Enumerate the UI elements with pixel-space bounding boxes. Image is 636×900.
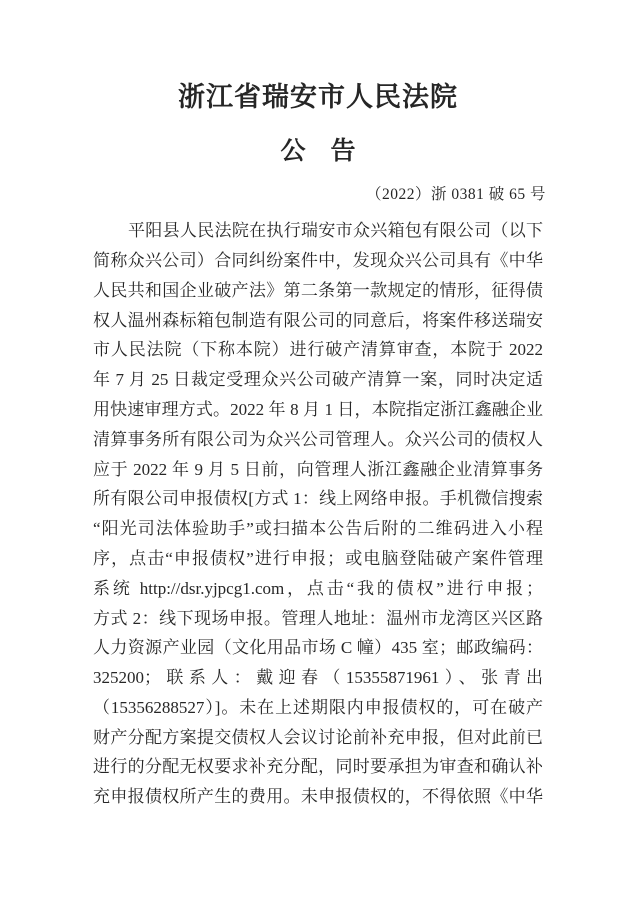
text-line: 年 7 月 25 日裁定受理众兴公司破产清算一案，同时决定适 <box>93 370 543 390</box>
announcement-title: 公 告 <box>280 138 356 166</box>
text-line: 应于 2022 年 9 月 5 日前，向管理人浙江鑫融企业清算事务 <box>93 459 543 479</box>
case-number: （2022）浙 0381 破 65 号 <box>365 185 546 203</box>
text-line: 序，点击“申报债权”进行申报；或电脑登陆破产案件管理 <box>93 548 543 568</box>
announcement-body <box>93 216 543 812</box>
text-line: 所有限公司申报债权[方式 1：线上网络申报。手机微信搜索 <box>93 489 543 509</box>
text-line: 人民共和国企业破产法》第二条第一款规定的情形，征得债 <box>93 280 543 300</box>
text-line: 用快速审理方式。2022 年 8 月 1 日，本院指定浙江鑫融企业 <box>93 399 543 419</box>
text-line: 权人温州森标箱包制造有限公司的同意后，将案件移送瑞安 <box>93 310 543 330</box>
text-line: 市人民法院（下称本院）进行破产清算审查，本院于 2022 <box>93 340 543 360</box>
text-line: 清算事务所有限公司为众兴公司管理人。众兴公司的债权人 <box>93 429 543 449</box>
text-line: 平阳县人民法院在执行瑞安市众兴箱包有限公司（以下 <box>128 221 543 241</box>
text-line: （15356288527）]。未在上述期限内申报债权的，可在破产 <box>93 697 543 717</box>
text-line: 系统 http://dsr.yjpcg1.com，点击“我的债权”进行申报； <box>93 578 543 598</box>
text-line: 充申报债权所产生的费用。未申报债权的，不得依照《中华 <box>93 787 543 807</box>
text-line: 方式 2：线下现场申报。管理人地址：温州市龙湾区兴区路 <box>93 608 543 628</box>
text-line: 进行的分配无权要求补充分配，同时要承担为审查和确认补 <box>93 757 543 777</box>
text-line: “阳光司法体验助手”或扫描本公告后附的二维码进入小程 <box>93 519 543 539</box>
text-line: 简称众兴公司）合同纠纷案件中，发现众兴公司具有《中华 <box>93 250 543 270</box>
text-line: 325200；联系人：戴迎春（15355871961）、张青出 <box>93 668 543 688</box>
text-line: 人力资源产业园（文化用品市场 C 幢）435 室；邮政编码： <box>93 638 543 658</box>
court-name-title: 浙江省瑞安市人民法院 <box>178 82 458 112</box>
text-line: 财产分配方案提交债权人会议讨论前补充申报，但对此前已 <box>93 727 543 747</box>
